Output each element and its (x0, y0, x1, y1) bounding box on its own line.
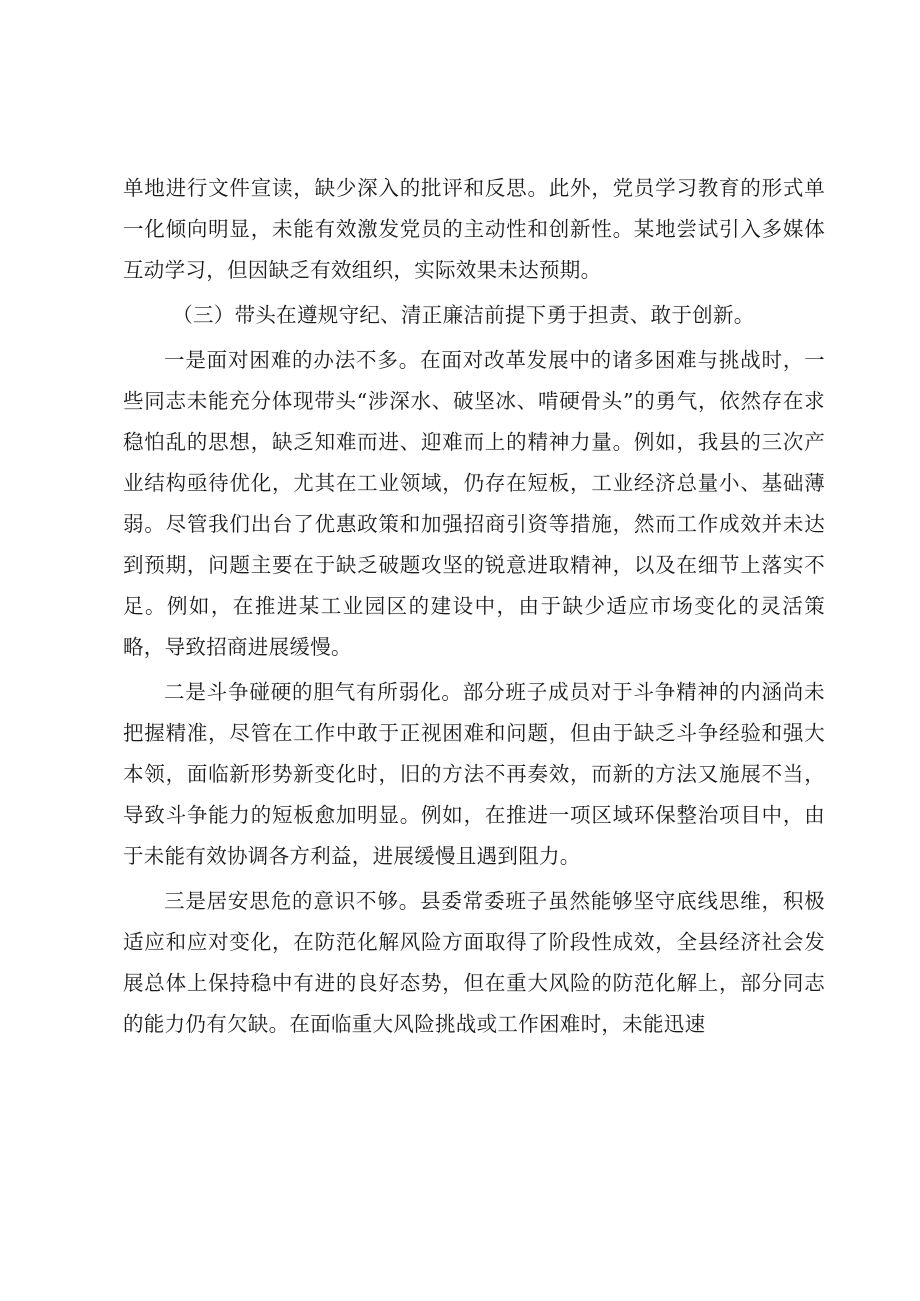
paragraph-2: 二是斗争碰硬的胆气有所弱化。部分班子成员对于斗争精神的内涵尚未把握精准，尽管在工作中敢于正视困难和问题，但由于缺乏斗争经验和强大本领，面临新形势新变化时，旧的方法不再奏效，而新的方法又施展不当，导致斗争能力的短板愈加明显。例如，在推进一项区域环保整治项目中，由于未能有效协调各方利益，进展缓慢且遇到阻力。 (123, 680, 825, 868)
paragraph-3: 三是居安思危的意识不够。县委常委班子虽然能够坚守底线思维，积极适应和应对变化，在防范化解风险方面取得了阶段性成效，全县经济社会发展总体上保持稳中有进的良好态势，但在重大风险的防范化解上，部分同志的能力仍有欠缺。在面临重大风险挑战或工作困难时，未能迅速 (123, 889, 825, 1036)
section-heading: （三）带头在遵规守纪、清正廉洁前提下勇于担责、敢于创新。 (172, 303, 755, 327)
continuation-paragraph: 单地进行文件宣读，缺少深入的批评和反思。此外，党员学习教育的形式单一化倾向明显，未能有效激发党员的主动性和创新性。某地尝试引入多媒体互动学习，但因缺乏有效组织，实际效果未达预期。 (123, 176, 825, 282)
paragraph-1: 一是面对困难的办法不多。在面对改革发展中的诸多困难与挑战时，一些同志未能充分体现带头“涉深水、破坚冰、啃硬骨头”的勇气，依然存在求稳怕乱的思想，缺乏知难而进、迎难而上的精神力量。例如，我县的三次产业结构亟待优化，尤其在工业领域，仍存在短板，工业经济总量小、基础薄弱。尽管我们出台了优惠政策和加强招商引资等措施，然而工作成效并未达到预期，问题主要在于缺乏破题攻坚的锐意进取精神，以及在细节上落实不足。例如，在推进某工业园区的建设中，由于缺少适应市场变化的灵活策略，导致招商进展缓慢。 (123, 348, 825, 659)
document-body (123, 168, 825, 1045)
